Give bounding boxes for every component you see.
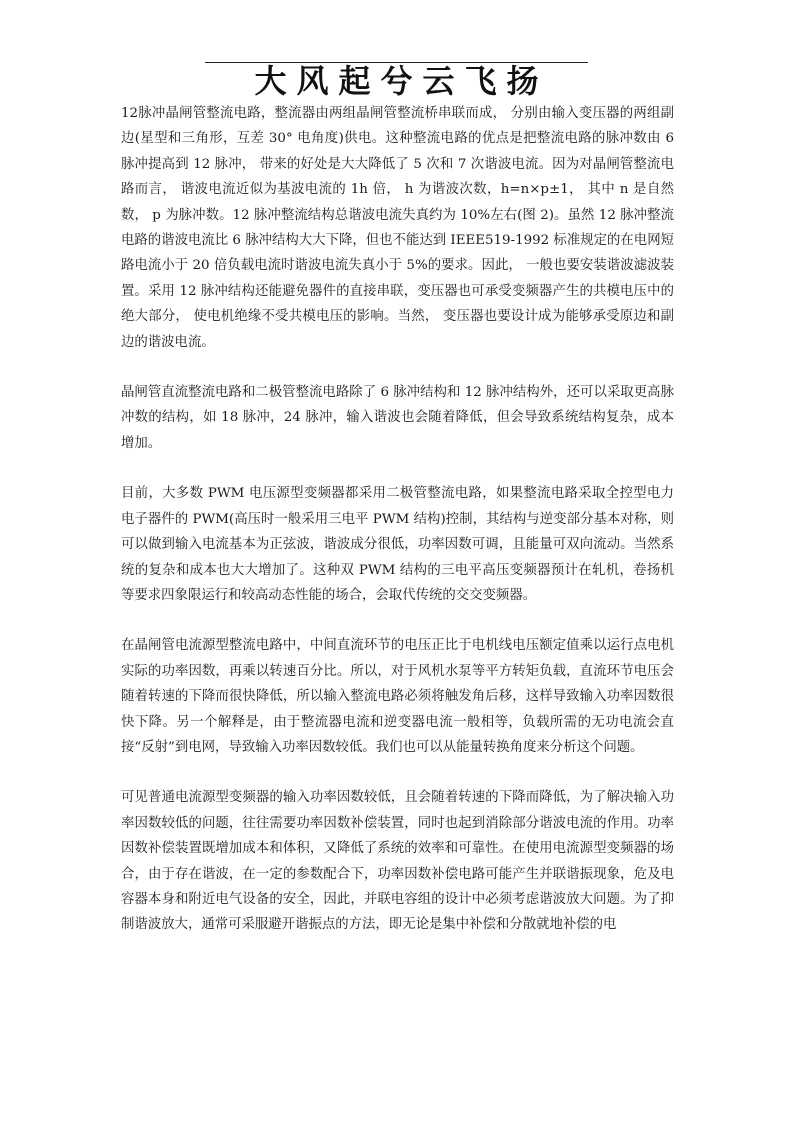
header-title: 大风起兮云飞扬	[254, 62, 549, 100]
paragraph-4: 在晶闸管电流源型整流电路中，中间直流环节的电压正比于电机线电压额定值乘以运行点电机实际的功率因数，再乘以转速百分比。所以，对于风机水泵等平方转矩负载，直流环节电压会随着转速的下降而很快降低，所以输入整流电路必须将触发角后移，这样导致输入功率因数很快下降。另一个解释是，由于整流器电流和逆变器电流一般相等，负载所需的无功电流会直接“反射”到电网，导致输入功率因数较低。我们也可以从能量转换角度来分析这个问题。	[121, 638, 674, 755]
paragraph-1: 12脉冲晶闸管整流电路，整流器由两组晶闸管整流桥串联而成， 分别由输入变压器的两组副边(星型和三角形，互差 30° 电角度)供电。这种整流电路的优点是把整流电路的脉冲数由 6 脉冲提高到 12 脉冲， 带来的好处是大大降低了 5 次和 7 次谐波电流。因为对晶闸管整流电路而言， 谐波电流近似为基波电流的 1h 倍， h 为谐波次数，h=n×p±1， 其中 n 是自然数， p 为脉冲数。12 脉冲整流结构总谐波电流失真约为 10%左右(图 2)。虽然 12 脉冲整流电路的谐波电流比 6 脉冲结构大大下降，但也不能达到 IEEE519-1992 标准规定的在电网短路电流小于 20 倍负载电流时谐波电流失真小于 5%的要求。因此， 一般也要安装谐波滤波装置。采用 12 脉冲结构还能避免器件的直接串联，变压器也可承受变频器产生的共模电压中的绝大部分， 使电机绝缘不受共模电压的影响。当然， 变压器也要设计成为能够承受原边和副边的谐波电流。	[121, 106, 674, 350]
paragraph-3: 目前，大多数 PWM 电压源型变频器都采用二极管整流电路，如果整流电路采取全控型电力电子器件的 PWM(高压时一般采用三电平 PWM 结构)控制，其结构与逆变部分基本对称，则可以做到输入电流基本为正弦波，谐波成分很低，功率因数可调，且能量可双向流动。当然系统的复杂和成本也大大增加了。这种双 PWM 结构的三电平高压变频器预计在轧机，卷扬机等要求四象限运行和较高动态性能的场合，会取代传统的交交变频器。	[121, 486, 674, 603]
paragraph-5: 可见普通电流源型变频器的输入功率因数较低，且会随着转速的下降而降低，为了解决输入功率因数较低的问题，往往需要功率因数补偿装置，同时也起到消除部分谐波电流的作用。功率因数补偿装置既增加成本和体积，又降低了系统的效率和可靠性。在使用电流源型变频器的场合，由于存在谐波，在一定的参数配合下，功率因数补偿电路可能产生并联谐振现象，危及电容器本身和附近电气设备的安全，因此，并联电容组的设计中必须考虑谐波放大问题。为了抑制谐波放大，通常可采服避开谐振点的方法，即无论是集中补偿和分散就地补偿的电	[121, 790, 674, 933]
document-body	[121, 101, 674, 963]
page-header	[205, 58, 588, 98]
paragraph-2: 晶闸管直流整流电路和二极管整流电路除了 6 脉冲结构和 12 脉冲结构外，还可以采取更高脉冲数的结构，如 18 脉冲，24 脉冲，输入谐波也会随着降低，但会导致系统结构复杂，成本增加。	[121, 385, 674, 451]
